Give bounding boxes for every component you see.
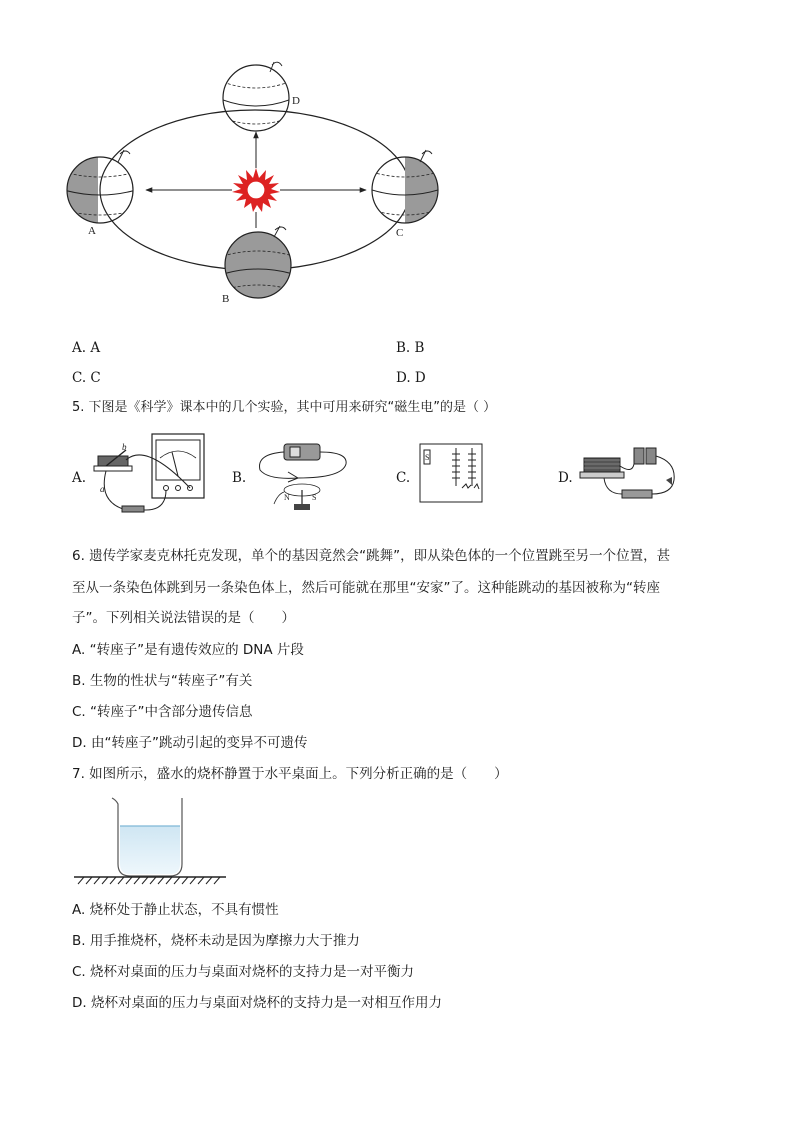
earth-d: [223, 62, 289, 131]
label-d: D: [292, 95, 300, 107]
q5-option-c-label[interactable]: C.: [396, 470, 411, 486]
q4-option-d[interactable]: D. D: [396, 370, 426, 386]
q6-option-c[interactable]: C. “转座子”中含部分遗传信息: [72, 704, 253, 720]
label-b: B: [222, 293, 230, 305]
earth-b: [220, 226, 300, 305]
fig-b-label-s: S: [312, 493, 317, 502]
fig-a-label-a: a: [100, 484, 105, 494]
q5-fig-a-galvanometer: [86, 432, 206, 516]
q5-option-b-label[interactable]: B.: [232, 470, 247, 486]
q6-option-d[interactable]: D. 由“转座子”跳动引起的变异不可遗传: [72, 735, 308, 751]
label-a: A: [88, 225, 96, 237]
fig-a-label-b: b: [122, 442, 127, 452]
q6-option-b[interactable]: B. 生物的性状与“转座子”有关: [72, 673, 253, 689]
fig-c-label-s: S: [425, 453, 430, 462]
q7-stem: 7. 如图所示，盛水的烧杯静置于水平桌面上。下列分析正确的是（ ）: [72, 766, 508, 782]
q6-stem-line1: 6. 遗传学家麦克林托克发现，单个的基因竟然会“跳舞”，即从染色体的一个位置跳至另一个位置，甚: [72, 548, 671, 564]
earth-c: [372, 150, 445, 230]
q5-stem: 5. 下图是《科学》课本中的几个实验，其中可用来研究“磁生电”的是（ ）: [72, 400, 497, 415]
q4-option-b[interactable]: B. B: [396, 340, 425, 356]
q7-option-c[interactable]: C. 烧杯对桌面的压力与桌面对烧杯的支持力是一对平衡力: [72, 964, 415, 980]
q5-fig-c-electromagnet: [418, 440, 498, 506]
q6-stem-line3: 子”。下列相关说法错误的是（ ）: [72, 610, 295, 626]
q5-option-a-label[interactable]: A.: [72, 470, 87, 486]
label-c: C: [396, 227, 404, 239]
q6-stem-line2: 至从一条染色体跳到另一条染色体上，然后可能就在那里“安家”了。这种能跳动的基因被称为“转座: [72, 580, 660, 596]
q6-option-a[interactable]: A. “转座子”是有遗传效应的 DNA 片段: [72, 642, 304, 658]
earth-orbit-figure: [60, 60, 460, 310]
q5-fig-d-motor: [576, 444, 686, 506]
earth-a: [60, 150, 136, 230]
beaker-on-table-figure: [72, 794, 232, 886]
q5-option-d-label[interactable]: D.: [558, 470, 573, 486]
fig-b-label-n: N: [284, 493, 290, 502]
q4-option-a[interactable]: A. A: [72, 340, 101, 356]
q4-option-c[interactable]: C. C: [72, 370, 101, 386]
q7-option-b[interactable]: B. 用手推烧杯，烧杯未动是因为摩擦力大于推力: [72, 933, 360, 949]
q7-option-a[interactable]: A. 烧杯处于静止状态，不具有惯性: [72, 902, 279, 918]
q7-option-d[interactable]: D. 烧杯对桌面的压力与桌面对烧杯的支持力是一对相互作用力: [72, 995, 442, 1011]
q5-fig-b-oersted: [254, 440, 354, 518]
sun-icon: [232, 168, 280, 212]
